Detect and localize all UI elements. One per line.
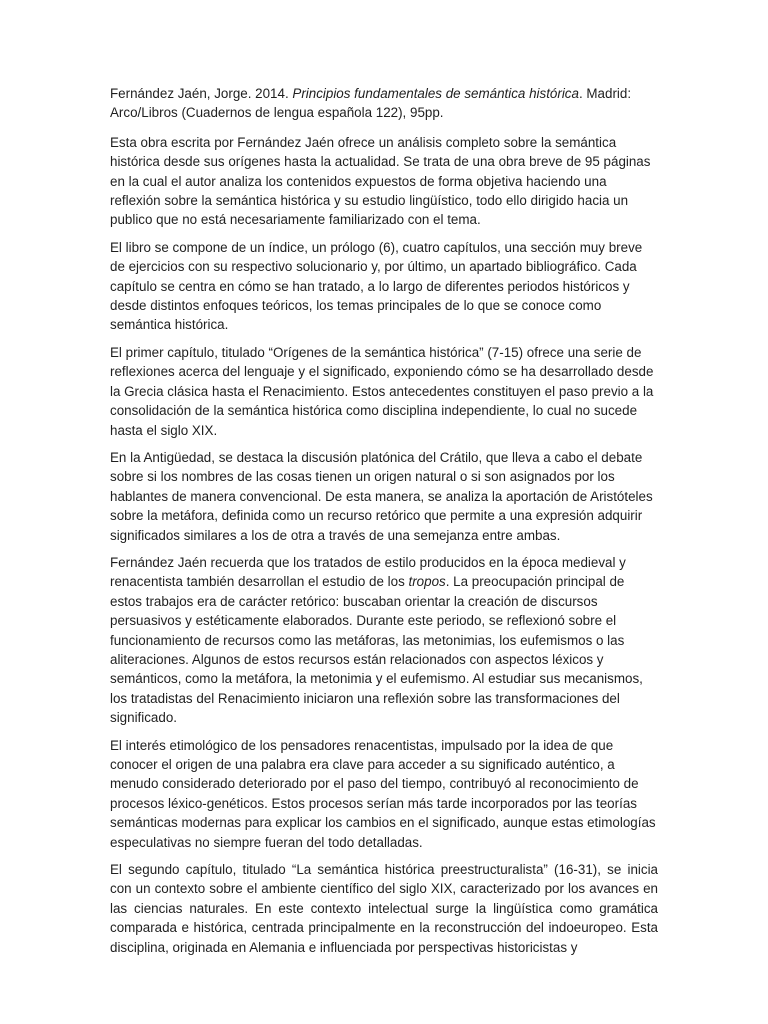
paragraph-tropes-pre: Fernández Jaén recuerda que los tratados de estilo producidos en la época medieval y renacentista también desarrollan el estudio de los: [110, 554, 626, 590]
paragraph-chapter-one: El primer capítulo, titulado “Orígenes de la semántica histórica” (7-15) ofrece una serie de reflexiones acerca del lenguaje y el significado, exponiendo cómo se ha desarrollado desde la Grecia clásica hasta el Renacimiento. Estos antecedentes constituyen el paso previo a la consolidación de la semántica histórica como disciplina independiente, lo cual no sucede hasta el siglo XIX.: [110, 344, 654, 438]
citation-publisher: . Madrid: Arco/Libros (Cuadernos de lengua española 122), 95pp.: [110, 86, 632, 121]
paragraph-tropes-post: . La preocupación principal de estos trabajos era de carácter retórico: buscaban orientar la creación de discursos persuasivos y estéticamente elaborados. Durante este periodo, se reflexionó sobre el funcionamiento de recursos como las metáforas, las metonimias, los eufemismos o las aliteraciones. Algunos de estos recursos están relacionados con aspectos léxicos y semánticos, como la metáfora, la metonimia y el eufemismo. Al estudiar sus mecanismos, los tratadistas del Renacimiento iniciaron una reflexión sobre las transformaciones del significado.: [110, 574, 643, 726]
citation-book-title: Principios fundamentales de semántica histórica: [292, 86, 579, 101]
paragraph-tropes-term: tropos: [408, 574, 446, 590]
paragraph-chapter-two: El segundo capítulo, titulado “La semántica histórica preestructuralista” (16-31), se inicia con un contexto sobre el ambiente científico del siglo XIX, caracterizado por los avances en las ciencias naturales. En este contexto intelectual surge la lingüística como gramática comparada e histórica, centrada principalmente en la reconstrucción del indoeuropeo. Esta disciplina, originada en Alemania e influenciada por perspectivas historicistas y: [110, 862, 658, 955]
paragraph-structure: El libro se compone de un índice, un prólogo (6), cuatro capítulos, una sección muy breve de ejercicios con su respectivo solucionario y, por último, un apartado bibliográfico. Cada capítulo se centra en cómo se han tratado, a lo largo de diferentes periodos históricos y desde distintos enfoques teóricos, los temas principales de lo que se conoce como semántica histórica.: [110, 239, 643, 333]
paragraph-antiquity: En la Antigüedad, se destaca la discusión platónica del Crátilo, que lleva a cabo el debate sobre si los nombres de las cosas tienen un origen natural o si son asignados por los hablantes de manera convencional. De esta manera, se analiza la aportación de Aristóteles sobre la metáfora, definida como un recurso retórico que permite a una expresión adquirir significados similares a los de otra a través de una semejanza entre ambas.: [110, 449, 653, 543]
paragraph-intro: Esta obra escrita por Fernández Jaén ofrece un análisis completo sobre la semántica histórica desde sus orígenes hasta la actualidad. Se trata de una obra breve de 95 páginas en la cual el autor analiza los contenidos expuestos de forma objetiva haciendo una reflexión sobre la semántica histórica y su estudio lingüístico, todo ello dirigido hacia un publico que no está necesariamente familiarizado con el tema.: [110, 134, 651, 228]
citation: [110, 84, 658, 123]
paragraph-tropes: [110, 553, 658, 728]
citation-author-year: Fernández Jaén, Jorge. 2014.: [110, 86, 293, 101]
paragraph-etymology: El interés etimológico de los pensadores renacentistas, impulsado por la idea de que conocer el origen de una palabra era clave para acceder a su significado auténtico, a menudo considerado deteriorado por el paso del tiempo, contribuyó al reconocimiento de procesos léxico-genéticos. Estos procesos serían más tarde incorporados por las teorías semánticas modernas para explicar los cambios en el significado, aunque estas etimologías especulativas no siempre fueran del todo detalladas.: [110, 737, 656, 850]
